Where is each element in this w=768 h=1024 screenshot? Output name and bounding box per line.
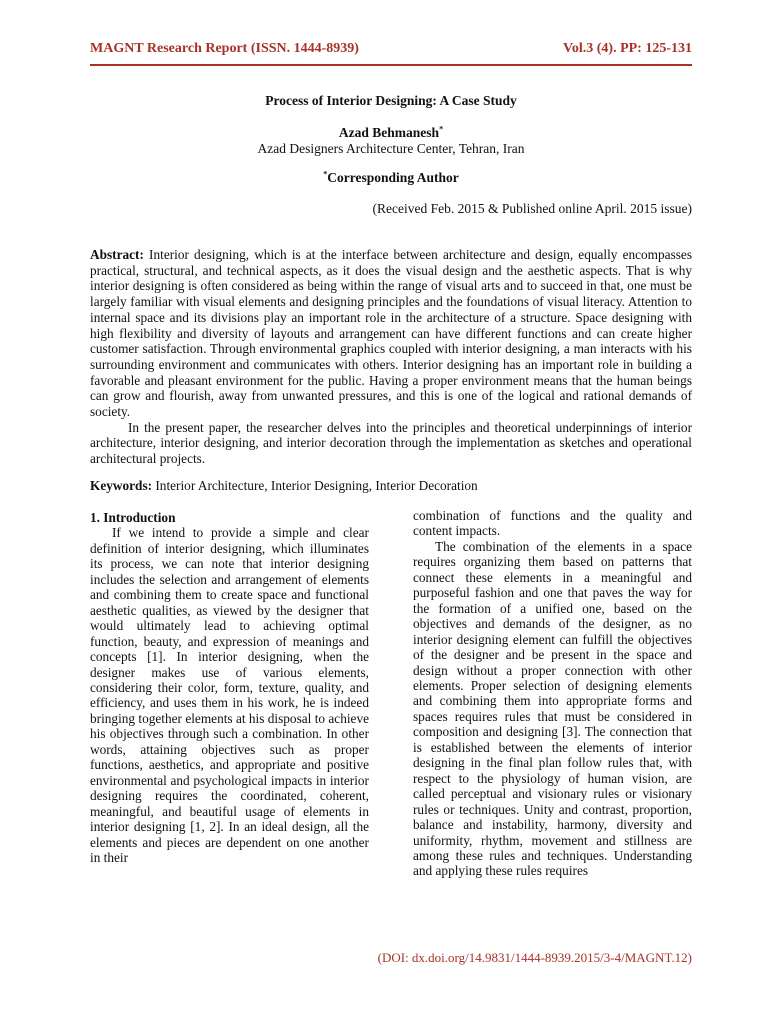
keywords — [90, 478, 692, 494]
body-column-right — [413, 508, 692, 879]
abstract-text-1: Interior designing, which is at the interface between architecture and design, equally encompasses practical, structural, and technical aspects, as it does the visual design and the aesthetic aspects. That is why interior designing is often considered as being within the range of visual arts and to succeed in that, one must be largely familiar with visual elements and designing principles and the foundations of visual literacy. Attention to internal space and its divisions play an important role in the architecture of a structure. Space designing with high flexibility and diversity of layouts and arrangement can have different functions and can create higher customer satisfaction. Through environmental graphics coupled with interior designing, a man interacts with his surrounding environment and communicates with others. Interior designing has an important role in building a favorable and pleasant environment for the public. Having a proper environment means that the human beings can grow and flourish, away from unwanted pressures, and this is one of the logical and rational demands of society. — [90, 247, 692, 420]
header-rule — [90, 64, 692, 66]
corresponding-text: Corresponding Author — [327, 170, 459, 185]
keywords-label: Keywords: — [90, 478, 153, 493]
paper-title: Process of Interior Designing: A Case Study — [265, 93, 517, 108]
body-paragraph: combination of functions and the quality and content impacts. — [413, 508, 692, 539]
body-column-left — [90, 510, 369, 865]
body-paragraph: If we intend to provide a simple and clear definition of interior designing, which illuminates its process, we can note that interior designing includes the selection and arrangement of elements and combining them to create space and functional aesthetic qualities, as viewed by the designer that would ultimately lead to achieving optimal function, beauty, and expression of meanings and concepts [1]. In interior designing, when the designer makes use of various elements, considering their color, form, texture, quality, and efficiency, and uses them in his work, he is indeed bringing together elements at his disposal to achieve his objectives through such a combination. In other words, attaining objectives such as proper functions, aesthetics, and appropriate and positive environmental and psychological impacts in interior designing requires the coordinated, coherent, meaningful, and beautiful usage of elements in interior designing [1, 2]. In an ideal design, all the elements and pieces are dependent on one another in their — [90, 525, 369, 865]
author-mark: * — [439, 124, 444, 134]
volume-pages: Vol.3 (4). PP: 125-131 — [563, 41, 692, 56]
author-name — [90, 125, 692, 141]
abstract — [90, 247, 692, 467]
corresponding-author — [90, 170, 692, 186]
abstract-label: Abstract: — [90, 247, 144, 262]
abstract-paragraph-1 — [90, 247, 692, 420]
section-heading: 1. Introduction — [90, 510, 176, 525]
abstract-paragraph-2: In the present paper, the researcher delves into the principles and theoretical underpinnings of interior architecture, interior designing, and interior decoration through the implementation as sketches and operational architectural projects. — [90, 419, 692, 467]
keywords-text: Interior Architecture, Interior Designing, Interior Decoration — [155, 478, 478, 493]
corresponding-mark: * — [323, 169, 328, 179]
affiliation: Azad Designers Architecture Center, Tehran, Iran — [257, 141, 525, 156]
doi-footer: (DOI: dx.doi.org/14.9831/1444-8939.2015/3-4/MAGNT.12) — [377, 950, 692, 965]
journal-name: MAGNT Research Report (ISSN. 1444-8939) — [90, 41, 359, 56]
running-header — [90, 41, 692, 61]
author-text: Azad Behmanesh — [338, 125, 440, 140]
body-paragraph: The combination of the elements in a space requires organizing them based on patterns that connect these elements in a meaningful and purposeful fashion and one that paves the way for the formation of a unified one, based on the objectives and demands of the designer, as no interior designing element can fulfill the objectives of the designer and be present in the space and design without a proper connection with other elements. Proper selection of designing elements and combining them into appropriate forms and spaces requires rules that must be considered in composition and designing [3]. The connection that is established between the elements of interior designing in the final plan follow rules that, with respect to the physiology of human vision, are called perceptual and visionary rules or visionary rules or techniques. Unity and contrast, proportion, balance and instability, harmony, diversity and uniformity, rhythm, movement and stillness are among these rules and techniques. Understanding and applying these rules requires — [413, 538, 692, 879]
received-date: (Received Feb. 2015 & Published online April. 2015 issue) — [372, 201, 692, 216]
